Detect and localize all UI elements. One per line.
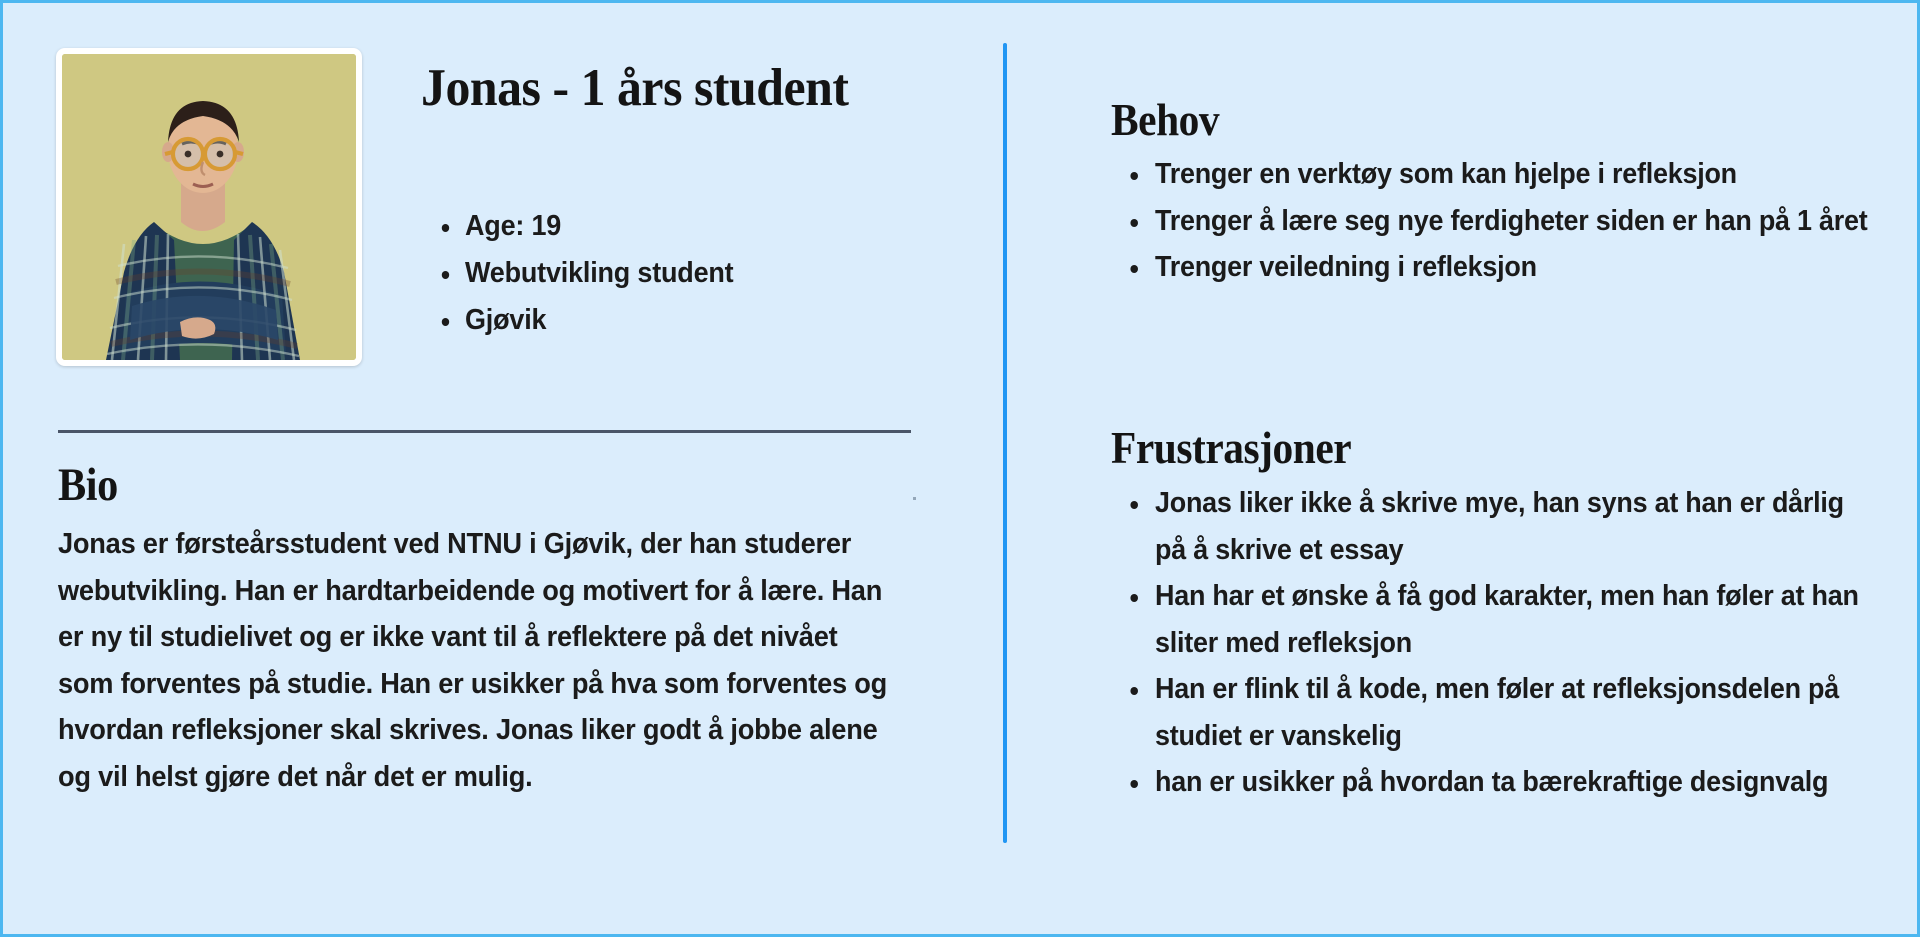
horizontal-divider — [58, 430, 911, 433]
persona-title: Jonas - 1 års student — [421, 59, 849, 117]
persona-facts-list — [433, 203, 754, 344]
list-item: Trenger veiledning i refleksjon — [1155, 244, 1873, 291]
persona-photo — [62, 54, 356, 360]
needs-heading: Behov — [1111, 94, 1220, 145]
persona-left-column — [3, 3, 1003, 937]
speck-artifact — [913, 497, 916, 500]
list-item: Jonas liker ikke å skrive mye, han syns at han er dårlig på å skrive et essay — [1155, 480, 1873, 573]
list-item: Webutvikling student — [465, 250, 733, 297]
list-item: Trenger en verktøy som kan hjelpe i refleksjon — [1155, 151, 1873, 198]
list-item: Age: 19 — [465, 203, 733, 250]
bio-heading: Bio — [58, 459, 118, 511]
needs-list — [1119, 151, 1915, 291]
person-portrait-icon — [62, 54, 356, 360]
frustrations-list — [1119, 480, 1915, 806]
list-item: Trenger å lære seg nye ferdigheter siden er han på 1 året — [1155, 198, 1873, 245]
frustrations-heading: Frustrasjoner — [1111, 422, 1352, 473]
list-item: Gjøvik — [465, 297, 733, 344]
list-item: han er usikker på hvordan ta bærekraftige designvalg — [1155, 759, 1873, 806]
persona-right-column — [1007, 3, 1920, 937]
persona-photo-frame — [56, 48, 362, 366]
list-item: Han har et ønske å få god karakter, men han føler at han sliter med refleksjon — [1155, 573, 1873, 666]
bio-text: Jonas er førsteårsstudent ved NTNU i Gjøvik, der han studerer webutvikling. Han er hardtarbeidende og motivert for å lære. Han er ny til studielivet og er ikke vant til å reflektere på det nivået som forventes på studie. Han er usikker på hva som forventes og hvordan refleksjoner skal skrives. Jonas liker godt å jobbe alene og vil helst gjøre det når det er mulig. — [58, 528, 887, 793]
list-item: Han er flink til å kode, men føler at refleksjonsdelen på studiet er vanskelig — [1155, 666, 1873, 759]
